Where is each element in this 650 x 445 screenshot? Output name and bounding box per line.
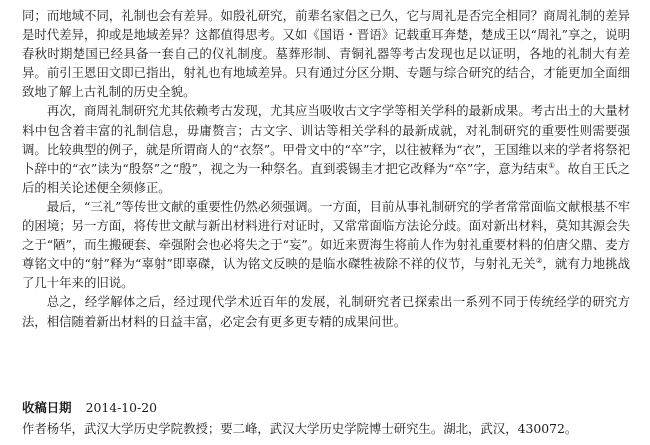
paragraph-1	[22, 6, 630, 101]
paragraph-1-text: 同；而地域不同，礼制也会有差异。如殷礼研究，前辈名家倡之已久，它与周礼是否完全相同？商周礼制的差异是时代差异，抑或是地域差异？这都值得思考。又如《国语・晋语》记载重耳奔楚，楚成王以“周礼”享之，说明春秋时期楚国已经具备一套自己的仪礼制度。墓葬形制、青铜礼器等考古发现也足以证明，各地的礼制大有差异。前引王恩田文即已指出，射礼也有地域差异。只有通过分区分期、专题与综合研究的结合，才能更加全面细致地了解上古礼制的历史全貌。	[22, 8, 630, 100]
paragraph-4	[22, 292, 630, 330]
received-date-value: 2014-10-20	[85, 400, 158, 415]
footnote-ref-1[interactable]: ①	[548, 160, 556, 170]
author-info: 作者杨华，武汉大学历史学院教授；要二峰，武汉大学历史学院博士研究生。湖北，武汉，430072。	[22, 421, 578, 436]
footnote-ref-2[interactable]: ②	[535, 256, 543, 266]
article-body	[22, 6, 630, 331]
paragraph-2-text-b: 。故自王氏之后的相关论述便全须修正。	[22, 160, 630, 195]
paragraph-2	[22, 101, 630, 196]
received-date-label: 收稿日期	[22, 400, 72, 415]
paragraph-4-text: 总之，经学解体之后，经过现代学术近百年的发展，礼制研究者已探索出一系列不同于传统经学的研究方法，相信随着新出材料的日益丰富，必定会有更多更专精的成果问世。	[22, 294, 630, 329]
received-date-line	[22, 398, 630, 416]
paragraph-2-text-a: 再次，商周礼制研究尤其依赖考古发现，尤其应当吸收古文字学等相关学科的最新成果。考古出土的大量材料中包含着丰富的礼制信息，毋庸赘言；古文字、训诂等相关学科的最新成就，对礼制研究的重要性则需要强调。比较典型的例子，就是所谓商人的“衣祭”。甲骨文中的“卒”字，以往被释为“衣”，王国维以来的学者将祭祀卜辞中的“衣”读为“殷祭”之“殷”，视之为一种祭名。直到裘锡圭才把它改释为“卒”字，意为结束	[22, 103, 630, 176]
paragraph-3	[22, 197, 630, 292]
paragraph-3-text-b: ，就有力地挑战了几十年来的旧说。	[22, 256, 630, 291]
paragraph-3-text-a: 最后，“三礼”等传世文献的重要性仍然必须强调。一方面，目前从事礼制研究的学者常常面临文献根基不牢的困境；另一方面，将传世文献与新出材料进行对证时，又常常面临方法论分歧。面对新出材料，莫知其源会失之于“陋”，而生搬硬套、牵强附会也必将失之于“妄”。如近来贾海生将前人作为射礼重要材料的伯唐父鼎、麦方尊铭文中的“射”释为“辜射”即辜磔，认为铭文反映的是临水磔牲祓除不祥的仪节，与射礼无关	[22, 198, 630, 272]
